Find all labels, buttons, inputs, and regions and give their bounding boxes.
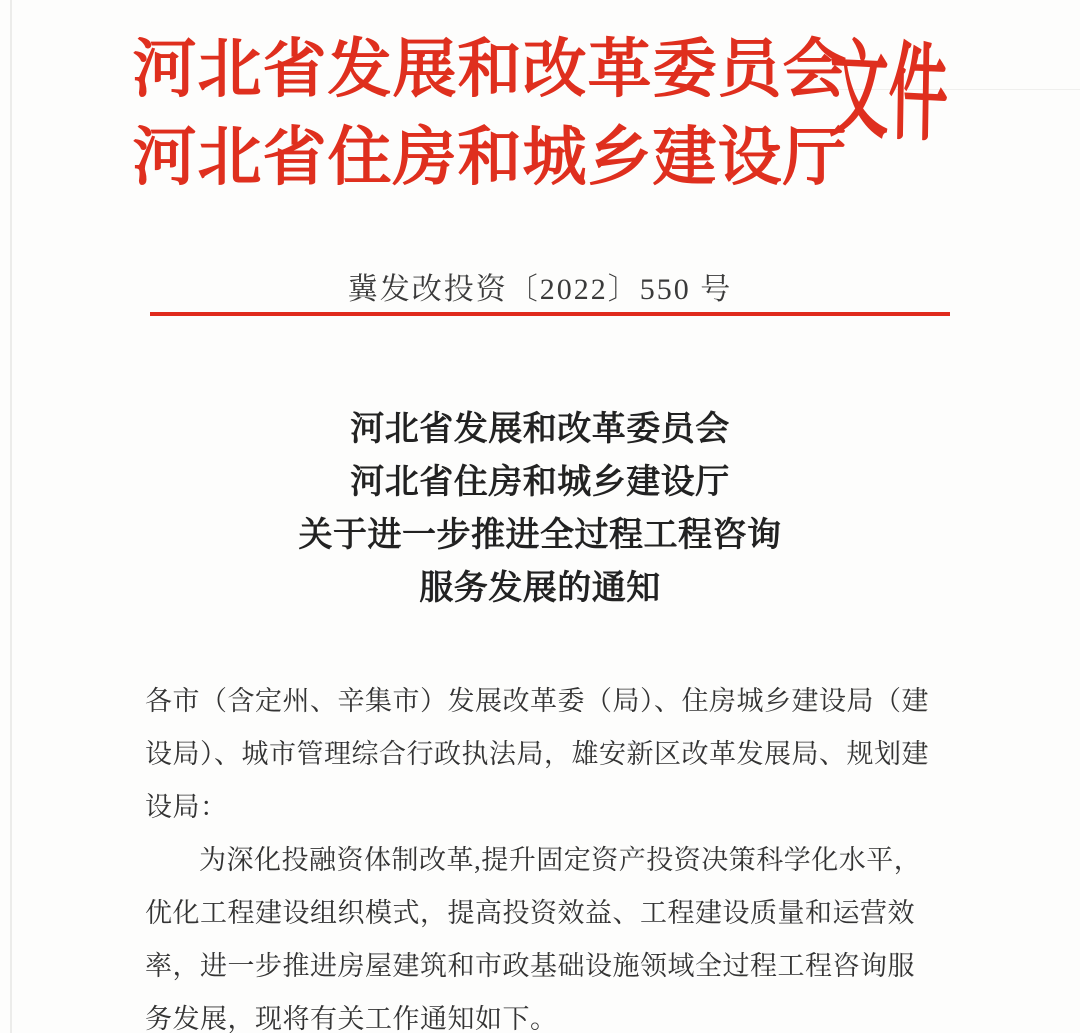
salutation-line-3: 设局： [145, 792, 228, 822]
doc-type-label: 文件 [828, 32, 949, 155]
title-line-3: 关于进一步推进全过程工程咨询 [298, 517, 782, 554]
paragraph-line-1: 为深化投融资体制改革,提升固定资产投资决策科学化水平， [199, 845, 922, 875]
doc-number: 冀发改投资〔2022〕550 号 [347, 273, 733, 306]
title-line-1: 河北省发展和改革委员会 [350, 411, 730, 448]
letterhead-org-names [120, 26, 860, 202]
paragraph-line-4: 务发展，现将有关工作通知如下。 [145, 1004, 558, 1033]
salutation-line-2: 设局）、城市管理综合行政执法局，雄安新区改革发展局、规划建 [145, 739, 929, 769]
org-name-line-1: 河北省发展和改革委员会 [132, 34, 848, 105]
document-title [0, 403, 1080, 615]
title-line-4: 服务发展的通知 [419, 570, 661, 607]
salutation-line-1: 各市（含定州、辛集市）发展改革委（局）、住房城乡建设局（建 [145, 686, 929, 716]
red-divider-rule [150, 312, 950, 316]
document-body [145, 675, 945, 1033]
paragraph-line-3: 率，进一步推进房屋建筑和市政基础设施领域全过程工程咨询服 [145, 951, 915, 981]
org-name-line-2: 河北省住房和城乡建设厅 [132, 122, 848, 193]
paragraph-line-2: 优化工程建设组织模式，提高投资效益、工程建设质量和运营效 [145, 898, 915, 928]
title-line-2: 河北省住房和城乡建设厅 [350, 464, 730, 501]
